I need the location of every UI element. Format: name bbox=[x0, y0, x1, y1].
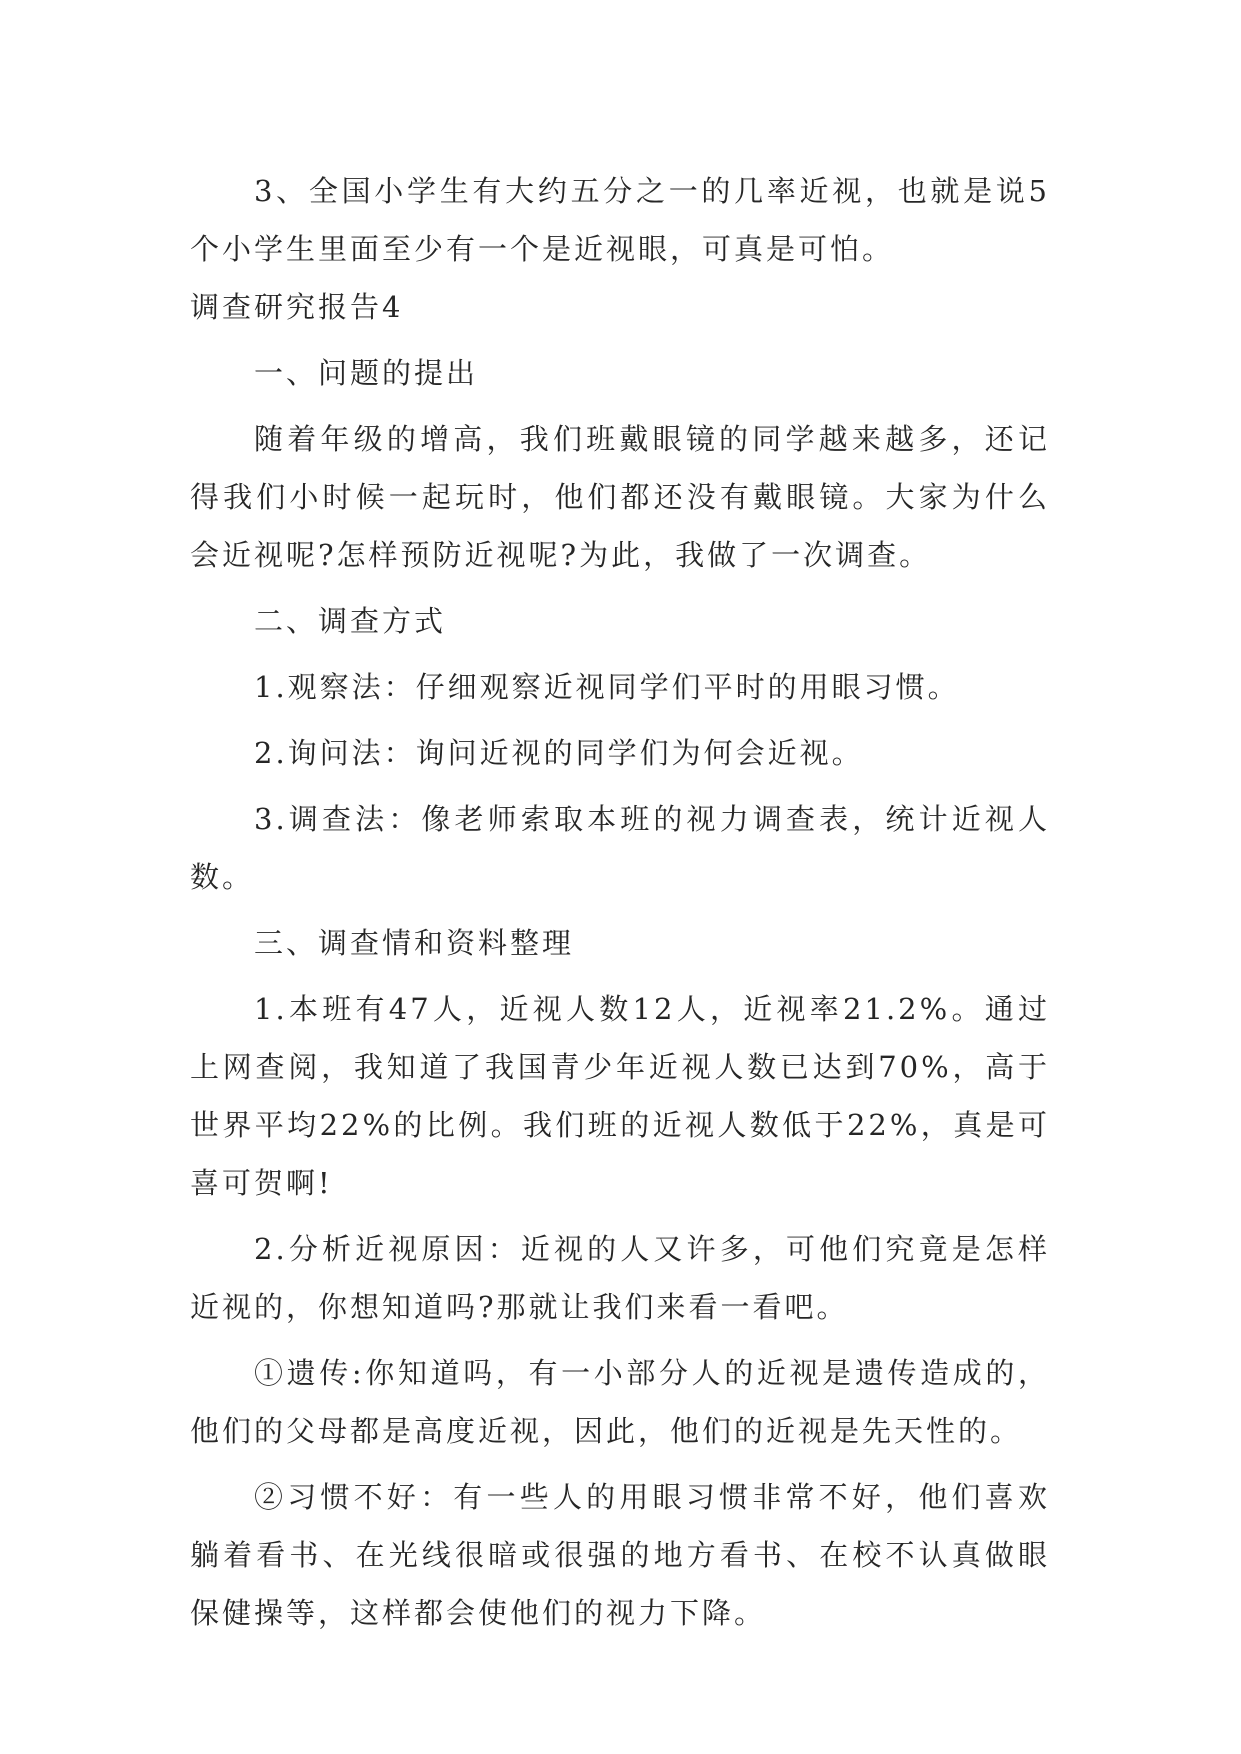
section-heading-data: 三、调查情和资料整理 bbox=[254, 926, 575, 960]
spacer bbox=[190, 906, 1050, 914]
section-heading-problem: 一、问题的提出 bbox=[254, 356, 479, 390]
spacer bbox=[190, 972, 1050, 980]
method-observation: 1.观察法：仔细观察近视同学们平时的用眼习惯。 bbox=[254, 670, 960, 704]
spacer bbox=[190, 402, 1050, 410]
spacer bbox=[190, 1336, 1050, 1344]
spacer bbox=[190, 716, 1050, 724]
document-body bbox=[190, 162, 1050, 1642]
spacer bbox=[190, 336, 1050, 344]
section-heading-method: 二、调查方式 bbox=[254, 604, 447, 638]
paragraph-cause-analysis: 2.分析近视原因：近视的人又许多，可他们究竟是怎样近视的，你想知道吗?那就让我们来看一看吧。 bbox=[190, 1232, 1050, 1324]
method-inquiry: 2.询问法：询问近视的同学们为何会近视。 bbox=[254, 736, 864, 770]
paragraph-class-stats: 1.本班有47人，近视人数12人，近视率21.2%。通过上网查阅，我知道了我国青少年近视人数已达到70%，高于世界平均22%的比例。我们班的近视人数低于22%，真是可喜可贺啊! bbox=[190, 992, 1050, 1200]
method-survey: 3.调查法：像老师索取本班的视力调查表，统计近视人数。 bbox=[190, 802, 1050, 894]
spacer bbox=[190, 650, 1050, 658]
spacer bbox=[190, 1460, 1050, 1468]
cause-heredity: ①遗传:你知道吗，有一小部分人的近视是遗传造成的，他们的父母都是高度近视，因此，他们的近视是先天性的。 bbox=[190, 1356, 1050, 1448]
paragraph-problem: 随着年级的增高，我们班戴眼镜的同学越来越多，还记得我们小时候一起玩时，他们都还没有戴眼镜。大家为什么会近视呢?怎样预防近视呢?为此，我做了一次调查。 bbox=[190, 422, 1050, 572]
report-title: 调查研究报告4 bbox=[190, 290, 404, 324]
paragraph-statistic-3: 3、全国小学生有大约五分之一的几率近视，也就是说5个小学生里面至少有一个是近视眼，可真是可怕。 bbox=[190, 174, 1050, 266]
spacer bbox=[190, 782, 1050, 790]
spacer bbox=[190, 1212, 1050, 1220]
spacer bbox=[190, 584, 1050, 592]
cause-bad-habits: ②习惯不好：有一些人的用眼习惯非常不好，他们喜欢躺着看书、在光线很暗或很强的地方看书、在校不认真做眼保健操等，这样都会使他们的视力下降。 bbox=[190, 1480, 1050, 1630]
